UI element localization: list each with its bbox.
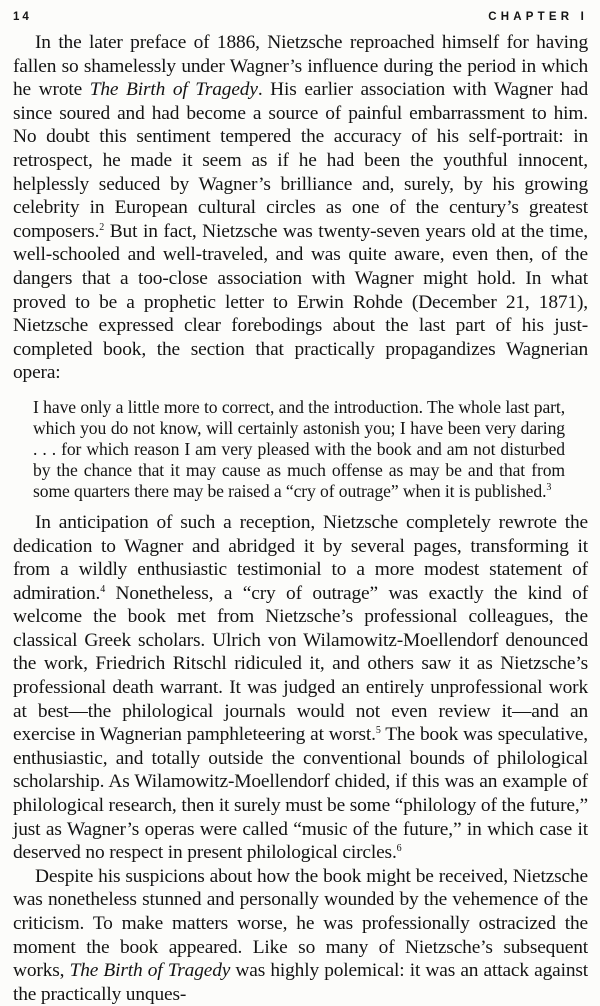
paragraph-3 (13, 865, 588, 1006)
running-head (13, 11, 588, 29)
footnote-ref-4: 4 (100, 583, 106, 595)
book-title-italic: The Birth of Tragedy (89, 79, 258, 101)
text-run: But in fact, Nietzsche was twenty-seven years old at the time, well-schooled and well-traveled, and was quite aware, even then, of the dangers that a too-close association with Wagner might hold. In what proved to be a prophetic letter to Erwin Rohde (December 21, 1871), Nietzsche expressed clear forebodings about the last part of his just-completed book, the section that practically propagandizes Wagnerian opera: (13, 220, 588, 384)
book-title-italic: The Birth of Tragedy (69, 960, 231, 982)
body-text (13, 31, 588, 1006)
text-run: I have only a little more to correct, and the introduction. The whole last part, which you do not know, will certainly astonish you; I have been very daring . . . for which reason I am very pleased with the book and am not disturbed by the chance that it may cause as much offense as may be and that from some quarters there may be raised a “cry of outrage” when it is published. (33, 396, 565, 501)
footnote-ref-6: 6 (396, 843, 402, 855)
text-run: was highly polemical: it was an attack against the practically unques- (13, 960, 589, 1005)
chapter-label: CHAPTER I (488, 11, 588, 23)
text-run: In anticipation of such a reception, Nietzsche completely rewrote the dedication to Wagner and abridged it by several pages, transforming it from a wildly enthusiastic testimonial to a more modest statement of admiration. (13, 511, 588, 604)
text-run: . His earlier association with Wagner had since soured and had become a source of painful embarrassment to him. No doubt this sentiment tempered the accuracy of his self-portrait: in retrospect, he made it seem as if he had been the youthful innocent, helplessly seduced by Wagner’s brilliance and, surely, by his growing celebrity in European cultural circles as one of the century’s greatest composers. (13, 79, 588, 242)
block-quote-rohde-letter (33, 397, 565, 502)
footnote-ref-3: 3 (546, 481, 552, 493)
paragraph-2 (13, 511, 588, 865)
text-run: Nonetheless, a “cry of outrage” was exactly the kind of welcome the book met from Nietzsche’s professional colleagues, the classical Greek scholars. Ulrich von Wilamowitz-Moellendorf denounced the work, Friedrich Ritschl ridiculed it, and others saw it as Nietzsche’s professional death warrant. It was judged an entirely unprofessional work at best—the philological journals would not even review it—and an exercise in Wagnerian pamphleteering at worst. (13, 582, 588, 746)
footnote-ref-2: 2 (99, 221, 105, 233)
text-run: The book was speculative, enthusiastic, and totally outside the conventional bounds of philological scholarship. As Wilamowitz-Moellendorf chided, if this was an example of philological research, then it surely must be some “philology of the future,” just as Wagner’s operas were called “music of the future,” in which case it deserved no respect in present philological circles. (13, 724, 588, 864)
text-run: Despite his suspicions about how the book might be received, Nietzsche was nonetheless stunned and personally wounded by the vehemence of the criticism. To make matters worse, he was professionally ostracized the moment the book appeared. Like so many of Nietzsche’s subsequent works, (13, 865, 588, 982)
text-run: In the later preface of 1886, Nietzsche reproached himself for having fallen so shamelessly under Wagner’s influence during the period in which he wrote (13, 32, 588, 101)
paragraph-1 (13, 31, 588, 385)
page-number: 14 (13, 11, 32, 23)
footnote-ref-5: 5 (375, 725, 381, 737)
